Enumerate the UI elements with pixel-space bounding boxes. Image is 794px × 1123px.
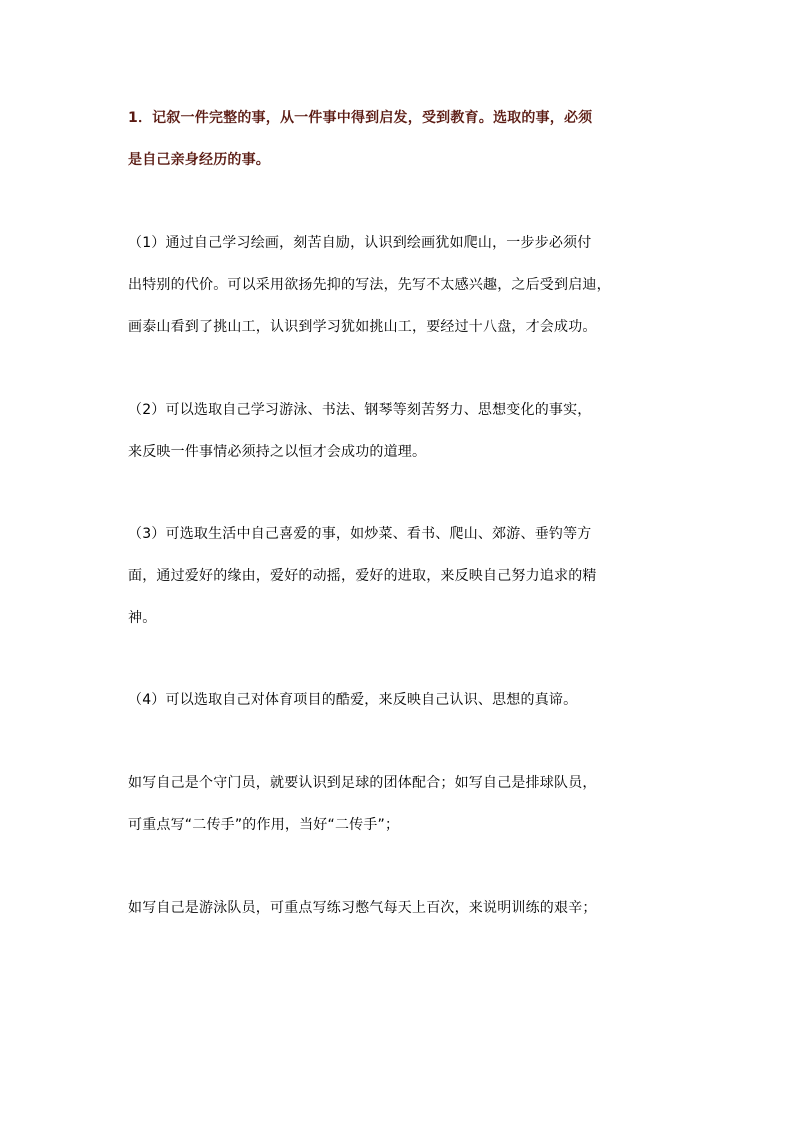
item-1-line-3: 画泰山看到了挑山工，认识到学习犹如挑山工，要经过十八盘，才会成功。 xyxy=(128,319,597,335)
item-2-line-1: （2）可以选取自己学习游泳、书法、钢琴等刻苦努力、思想变化的事实， xyxy=(128,402,592,418)
heading-line-1: 1．记叙一件完整的事，从一件事中得到启发，受到教育。选取的事，必须 xyxy=(128,110,593,126)
heading-line-2: 是自己亲身经历的事。 xyxy=(128,152,270,168)
item-5-line-2: 可重点写“二传手”的作用，当好“二传手”； xyxy=(128,817,400,833)
item-3-line-3: 神。 xyxy=(128,610,157,626)
item-3-line-2: 面，通过爱好的缘由，爱好的动摇，爱好的进取，来反映自己努力追求的精 xyxy=(128,568,597,584)
item-6-line-1: 如写自己是游泳队员，可重点写练习憋气每天上百次，来说明训练的艰辛； xyxy=(128,900,597,916)
item-1-line-2: 出特别的代价。可以采用欲扬先抑的写法，先写不太感兴趣，之后受到启迪， xyxy=(128,277,611,293)
item-1-line-1: （1）通过自己学习绘画，刻苦自励，认识到绘画犹如爬山，一步步必须付 xyxy=(128,235,592,251)
item-2-line-2: 来反映一件事情必须持之以恒才会成功的道理。 xyxy=(128,444,427,460)
item-3-line-1: （3）可选取生活中自己喜爱的事，如炒菜、看书、爬山、郊游、垂钓等方 xyxy=(128,526,592,542)
item-5-line-1: 如写自己是个守门员，就要认识到足球的团体配合；如写自己是排球队员， xyxy=(128,775,597,791)
item-4-line-1: （4）可以选取自己对体育项目的酷爱，来反映自己认识、思想的真谛。 xyxy=(128,692,578,708)
